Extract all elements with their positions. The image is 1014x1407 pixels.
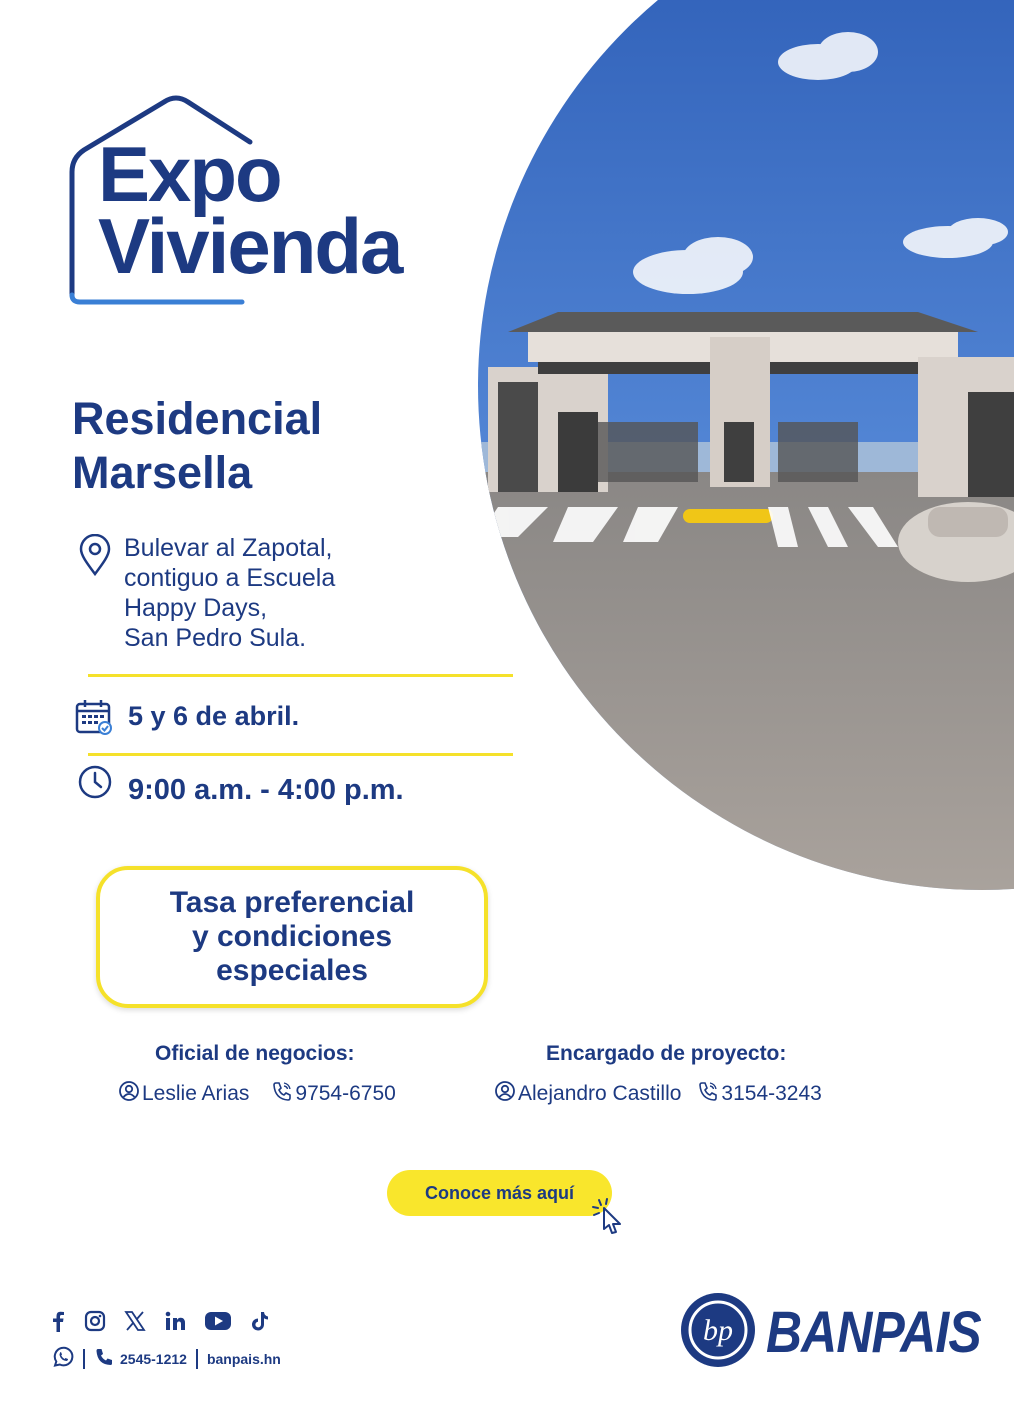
project-name-line-1: Residencial [72,393,323,444]
address-line-2: contiguo a Escuela [124,564,336,592]
social-links [50,1310,270,1332]
address-line-1: Bulevar al Zapotal, [124,534,333,562]
separator [83,1349,85,1369]
banpais-emblem-icon [678,1290,758,1375]
contact-role-business-officer: Oficial de negocios: [155,1042,355,1065]
entrance-photo [478,0,1014,890]
clock-icon [77,764,113,805]
cursor-click-icon [590,1196,632,1241]
linkedin-icon[interactable] [164,1310,186,1332]
contact-business-officer [118,1080,396,1108]
contact-name: Alejandro Castillo [518,1082,682,1105]
whatsapp-icon[interactable] [52,1346,74,1371]
learn-more-button[interactable] [387,1170,612,1216]
footer-phone[interactable]: 2545-1212 [120,1350,187,1367]
learn-more-label: Conoce más aquí [424,1182,575,1203]
divider-top [88,674,513,677]
calendar-icon [75,698,113,741]
banpais-logo [678,1290,1014,1375]
youtube-icon[interactable] [204,1310,232,1332]
title-line-1: Expo [98,130,281,218]
expo-vivienda-title [98,130,402,290]
separator [196,1349,198,1369]
title-line-2: Vivienda [98,202,402,290]
project-name-line-2: Marsella [72,447,253,498]
banpais-monogram: bp [703,1314,733,1347]
instagram-icon[interactable] [84,1310,106,1332]
contact-phone[interactable]: 3154-3243 [721,1082,822,1105]
contact-phone[interactable]: 9754-6750 [295,1082,396,1105]
user-icon [118,1080,140,1108]
user-icon [494,1080,516,1108]
contact-role-project-manager: Encargado de proyecto: [546,1042,787,1065]
phone-icon [271,1080,293,1108]
facebook-icon[interactable] [50,1310,66,1332]
address-line-4: San Pedro Sula. [124,624,307,652]
offer-text: Tasa preferencial y condiciones especiales [169,886,415,987]
address [124,533,424,653]
footer-website[interactable]: banpais.hn [206,1350,281,1367]
project-name [72,392,322,500]
x-icon[interactable] [124,1310,146,1332]
event-time: 9:00 a.m. - 4:00 p.m. [128,774,404,806]
banpais-wordmark: BANPAIS [766,1300,981,1365]
divider-bottom [88,753,513,756]
event-date: 5 y 6 de abril. [128,701,300,731]
contact-project-manager [494,1080,822,1108]
phone-icon [94,1347,114,1370]
address-line-3: Happy Days, [124,594,268,622]
contact-name: Leslie Arias [142,1082,250,1105]
contact-footer [52,1346,281,1371]
map-pin-icon [78,534,112,581]
tiktok-icon[interactable] [250,1310,270,1332]
phone-icon [697,1080,719,1108]
offer-box [96,866,488,1008]
